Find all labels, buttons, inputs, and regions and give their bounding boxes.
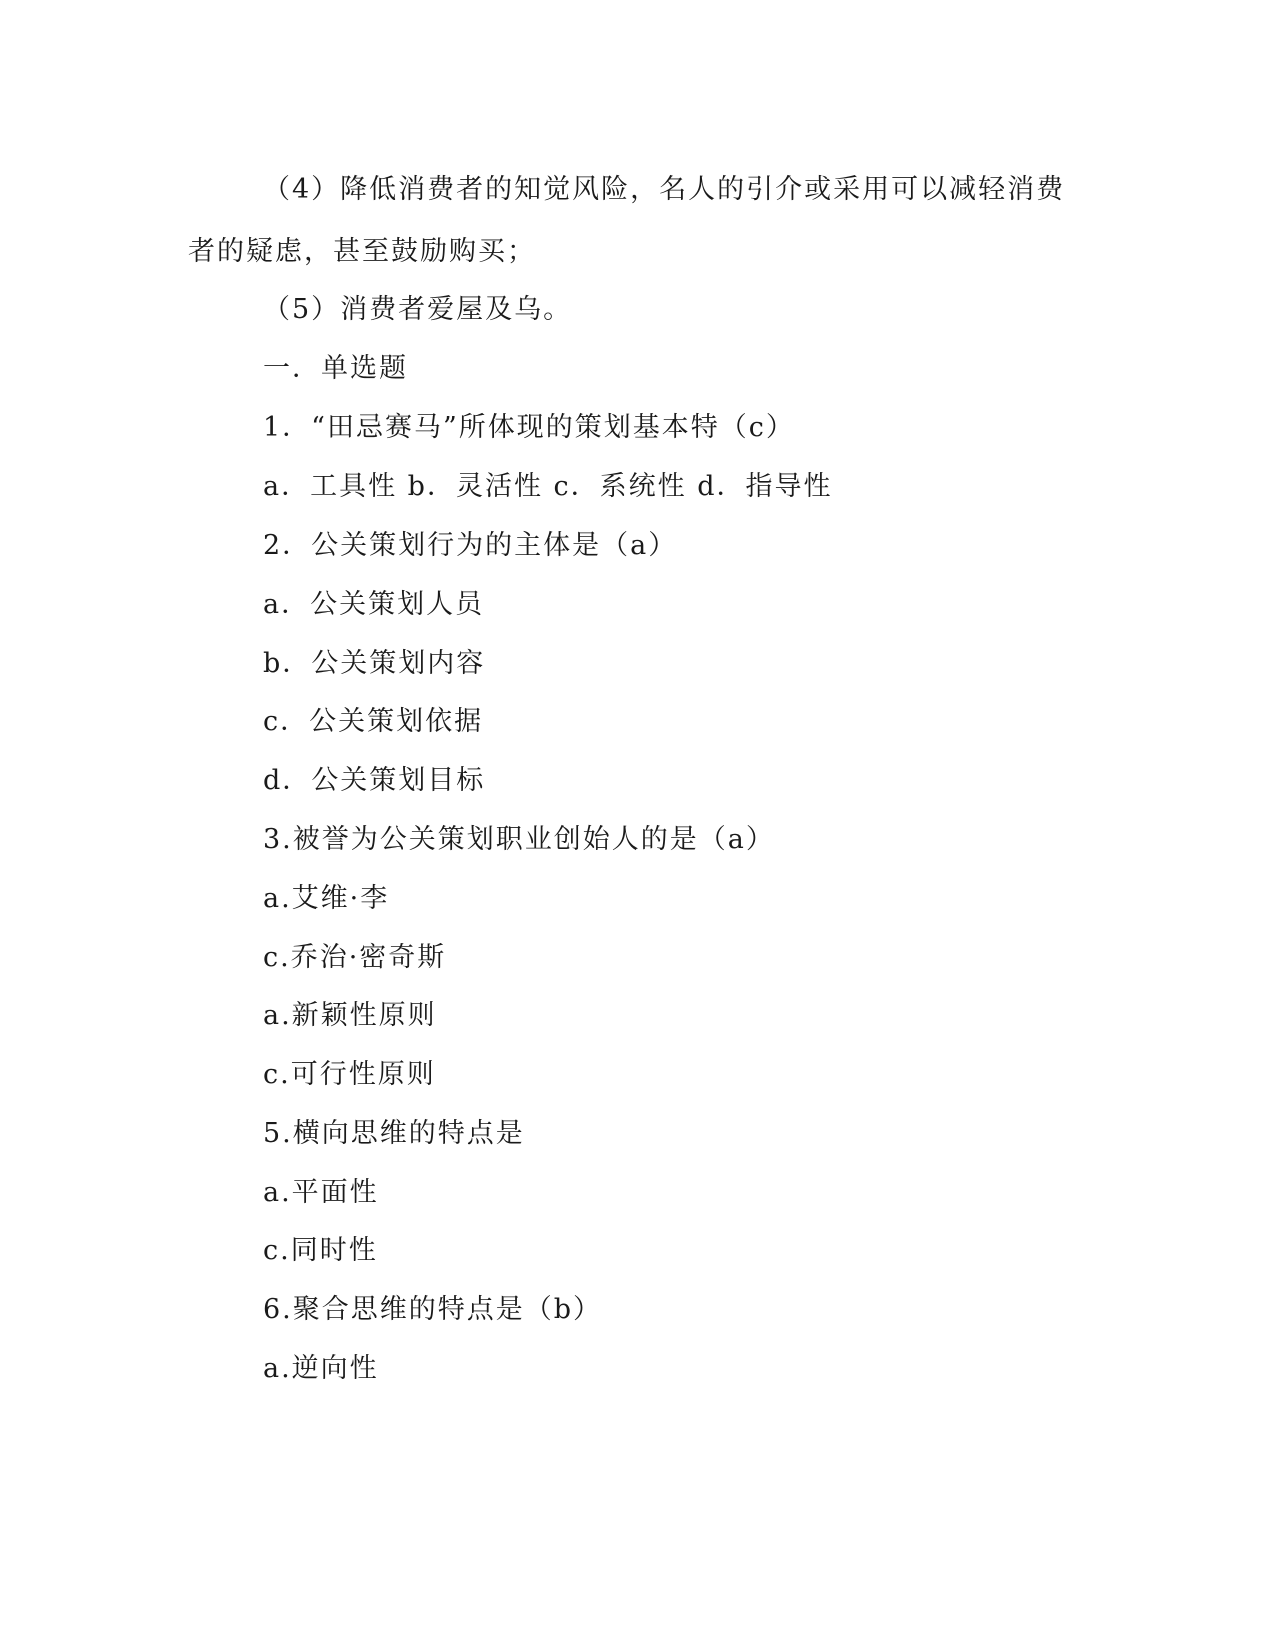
answer-option: a.艾维·李	[263, 883, 390, 914]
question-text: 6.聚合思维的特点是（b）	[263, 1294, 603, 1325]
answer-option: d．公关策划目标	[263, 765, 486, 796]
answer-option: a.平面性	[263, 1177, 379, 1208]
answer-option: c.乔治·密奇斯	[263, 942, 447, 973]
question-text: 3.被誉为公关策划职业创始人的是（a）	[263, 824, 775, 855]
section-heading: 一．单选题	[263, 353, 408, 384]
answer-option: b．公关策划内容	[263, 648, 486, 679]
answer-option: a.逆向性	[263, 1353, 379, 1384]
answer-option: c.同时性	[263, 1235, 378, 1266]
question-text: 2．公关策划行为的主体是（a）	[263, 530, 678, 561]
paragraph-line: （5）消费者爱屋及乌。	[263, 294, 573, 325]
answer-option: c．公关策划依据	[263, 706, 484, 737]
paragraph-line: 者的疑虑，甚至鼓励购买；	[188, 236, 536, 267]
question-text: 1．“田忌赛马”所体现的策划基本特（c）	[263, 412, 795, 443]
question-text: 5.横向思维的特点是	[263, 1118, 525, 1149]
answer-option: a.新颖性原则	[263, 1000, 437, 1031]
paragraph-line: （4）降低消费者的知觉风险，名人的引介或采用可以减轻消费	[263, 174, 1066, 205]
answer-option: a．公关策划人员	[263, 589, 485, 620]
answer-option: c.可行性原则	[263, 1059, 436, 1090]
answer-options: a．工具性 b．灵活性 c．系统性 d．指导性	[263, 471, 833, 502]
